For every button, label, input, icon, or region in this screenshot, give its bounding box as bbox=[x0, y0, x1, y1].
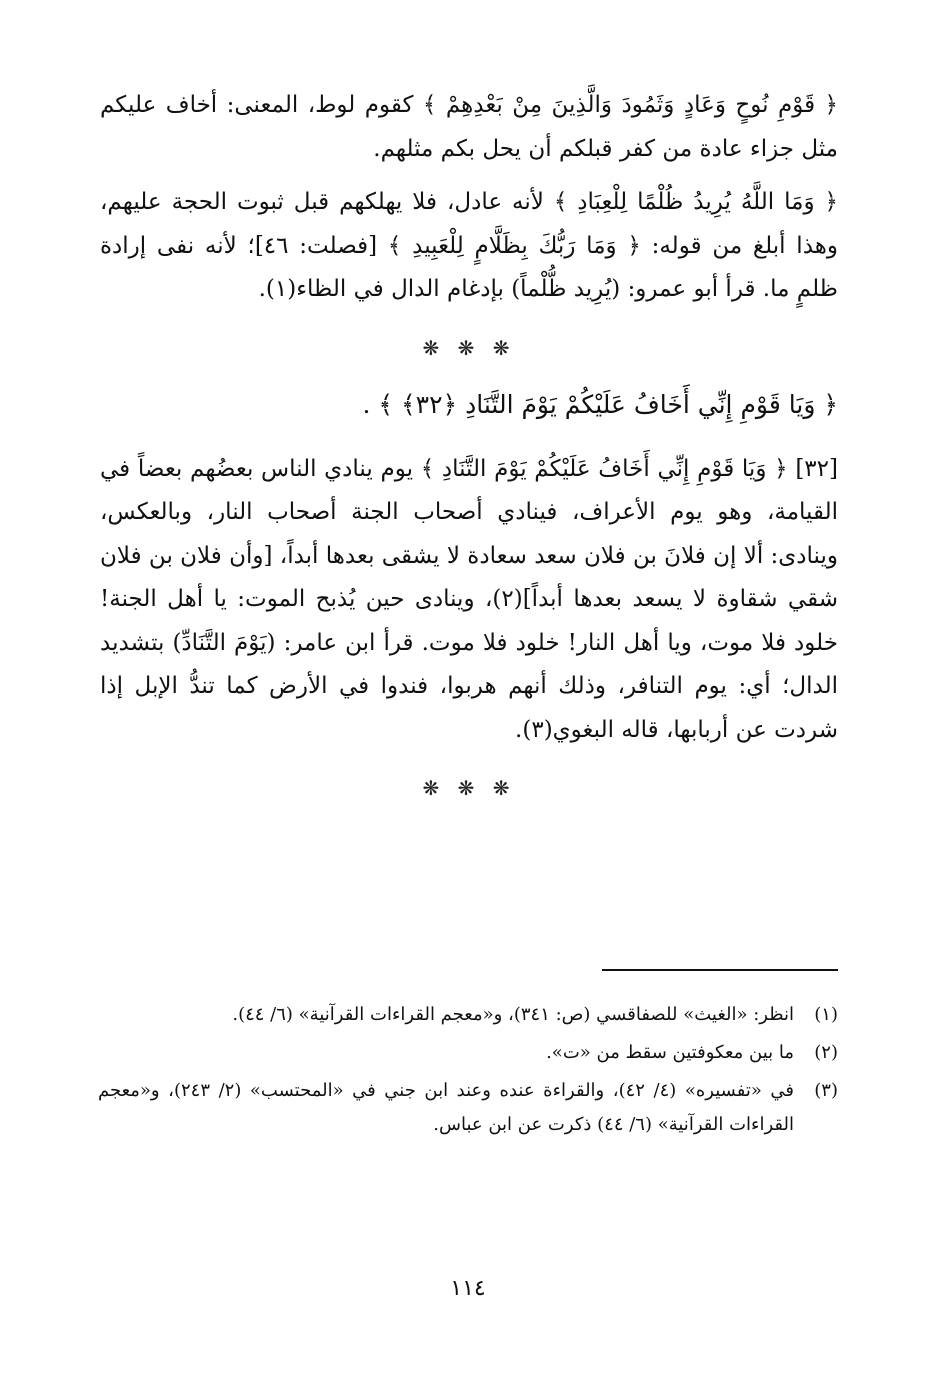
footnote-number: (١) bbox=[814, 1004, 838, 1025]
footnote-item bbox=[98, 1074, 838, 1142]
paragraph-2: ﴿ وَمَا اللَّهُ يُرِيدُ ظُلْمًا لِلْعِبَادِ ﴾ لأنه عادل، فلا يهلكهم قبل ثبوت الحجة عليهم، وهذا أبلغ من قوله: ﴿ وَمَا رَبُّكَ بِظَلَّامٍ لِلْعَبِيدِ ﴾ [فصلت: ٤٦]؛ لأنه نفى إرادة ظلمٍ ما. قرأ أبو عمرو: (يُرِيد ظُّلْماً) بإدغام الدال في الظاء(١). bbox=[100, 189, 839, 302]
verse-heading: ﴿ وَيَا قَوْمِ إِنِّي أَخَافُ عَلَيْكُمْ يَوْمَ التَّنَادِ ﴿٣٢﴾ ﴾ . bbox=[362, 389, 838, 419]
section-separator-2: ❋ ❋ ❋ bbox=[422, 776, 516, 800]
footnote-text: ما بين معكوفتين سقط من «ت». bbox=[546, 1042, 794, 1063]
footnotes bbox=[98, 998, 838, 1146]
footnote-number: (٣) bbox=[814, 1080, 838, 1101]
page-body bbox=[100, 84, 838, 810]
footnote-divider bbox=[602, 969, 838, 971]
page-number: ١١٤ bbox=[450, 1276, 486, 1301]
paragraph-3: [٣٢] ﴿ وَيَا قَوْمِ إِنِّي أَخَافُ عَلَيْكُمْ يَوْمَ التَّنَادِ ﴾ يوم ينادي الناس بعضُهم بعضاً في القيامة، وهو يوم الأعراف، فينادي أصحاب الجنة أصحاب النار، وبالعكس، وينادى: ألا إن فلانَ بن فلان سعد سعادة لا يشقى بعدها أبداً، [وأن فلان بن فلان شقي شقاوة لا يسعد بعدها أبداً](٢)، وينادى حين يُذبح الموت: يا أهل الجنة! خلود فلا موت، ويا أهل النار! خلود فلا موت. قرأ ابن عامر: (يَوْمَ التَّنَادِّ) بتشديد الدال؛ أي: يوم التنافر، وذلك أنهم هربوا، فندوا في الأرض كما تندُّ الإبل إذا شردت عن أربابها، قاله البغوي(٣). bbox=[100, 455, 838, 743]
footnote-item bbox=[98, 998, 838, 1032]
footnote-number: (٢) bbox=[814, 1042, 838, 1063]
footnote-item bbox=[98, 1036, 838, 1070]
footnote-text: انظر: «الغيث» للصفاقسي (ص: ٣٤١)، و«معجم القراءات القرآنية» (٦/ ٤٤). bbox=[232, 1004, 794, 1025]
section-separator: ❋ ❋ ❋ bbox=[422, 335, 516, 360]
footnote-text: في «تفسيره» (٤/ ٤٢)، والقراءة عنده وعند ابن جني في «المحتسب» (٢/ ٢٤٣)، و«معجم القراءات القرآنية» (٦/ ٤٤) ذكرت عن ابن عباس. bbox=[98, 1080, 795, 1135]
paragraph-1: ﴿ قَوْمِ نُوحٍ وَعَادٍ وَثَمُودَ وَالَّذِينَ مِنْ بَعْدِهِمْ ﴾ كقوم لوط، المعنى: أخاف عليكم مثل جزاء عادة من كفر قبلكم أن يحل بكم مثلهم. bbox=[100, 92, 838, 162]
